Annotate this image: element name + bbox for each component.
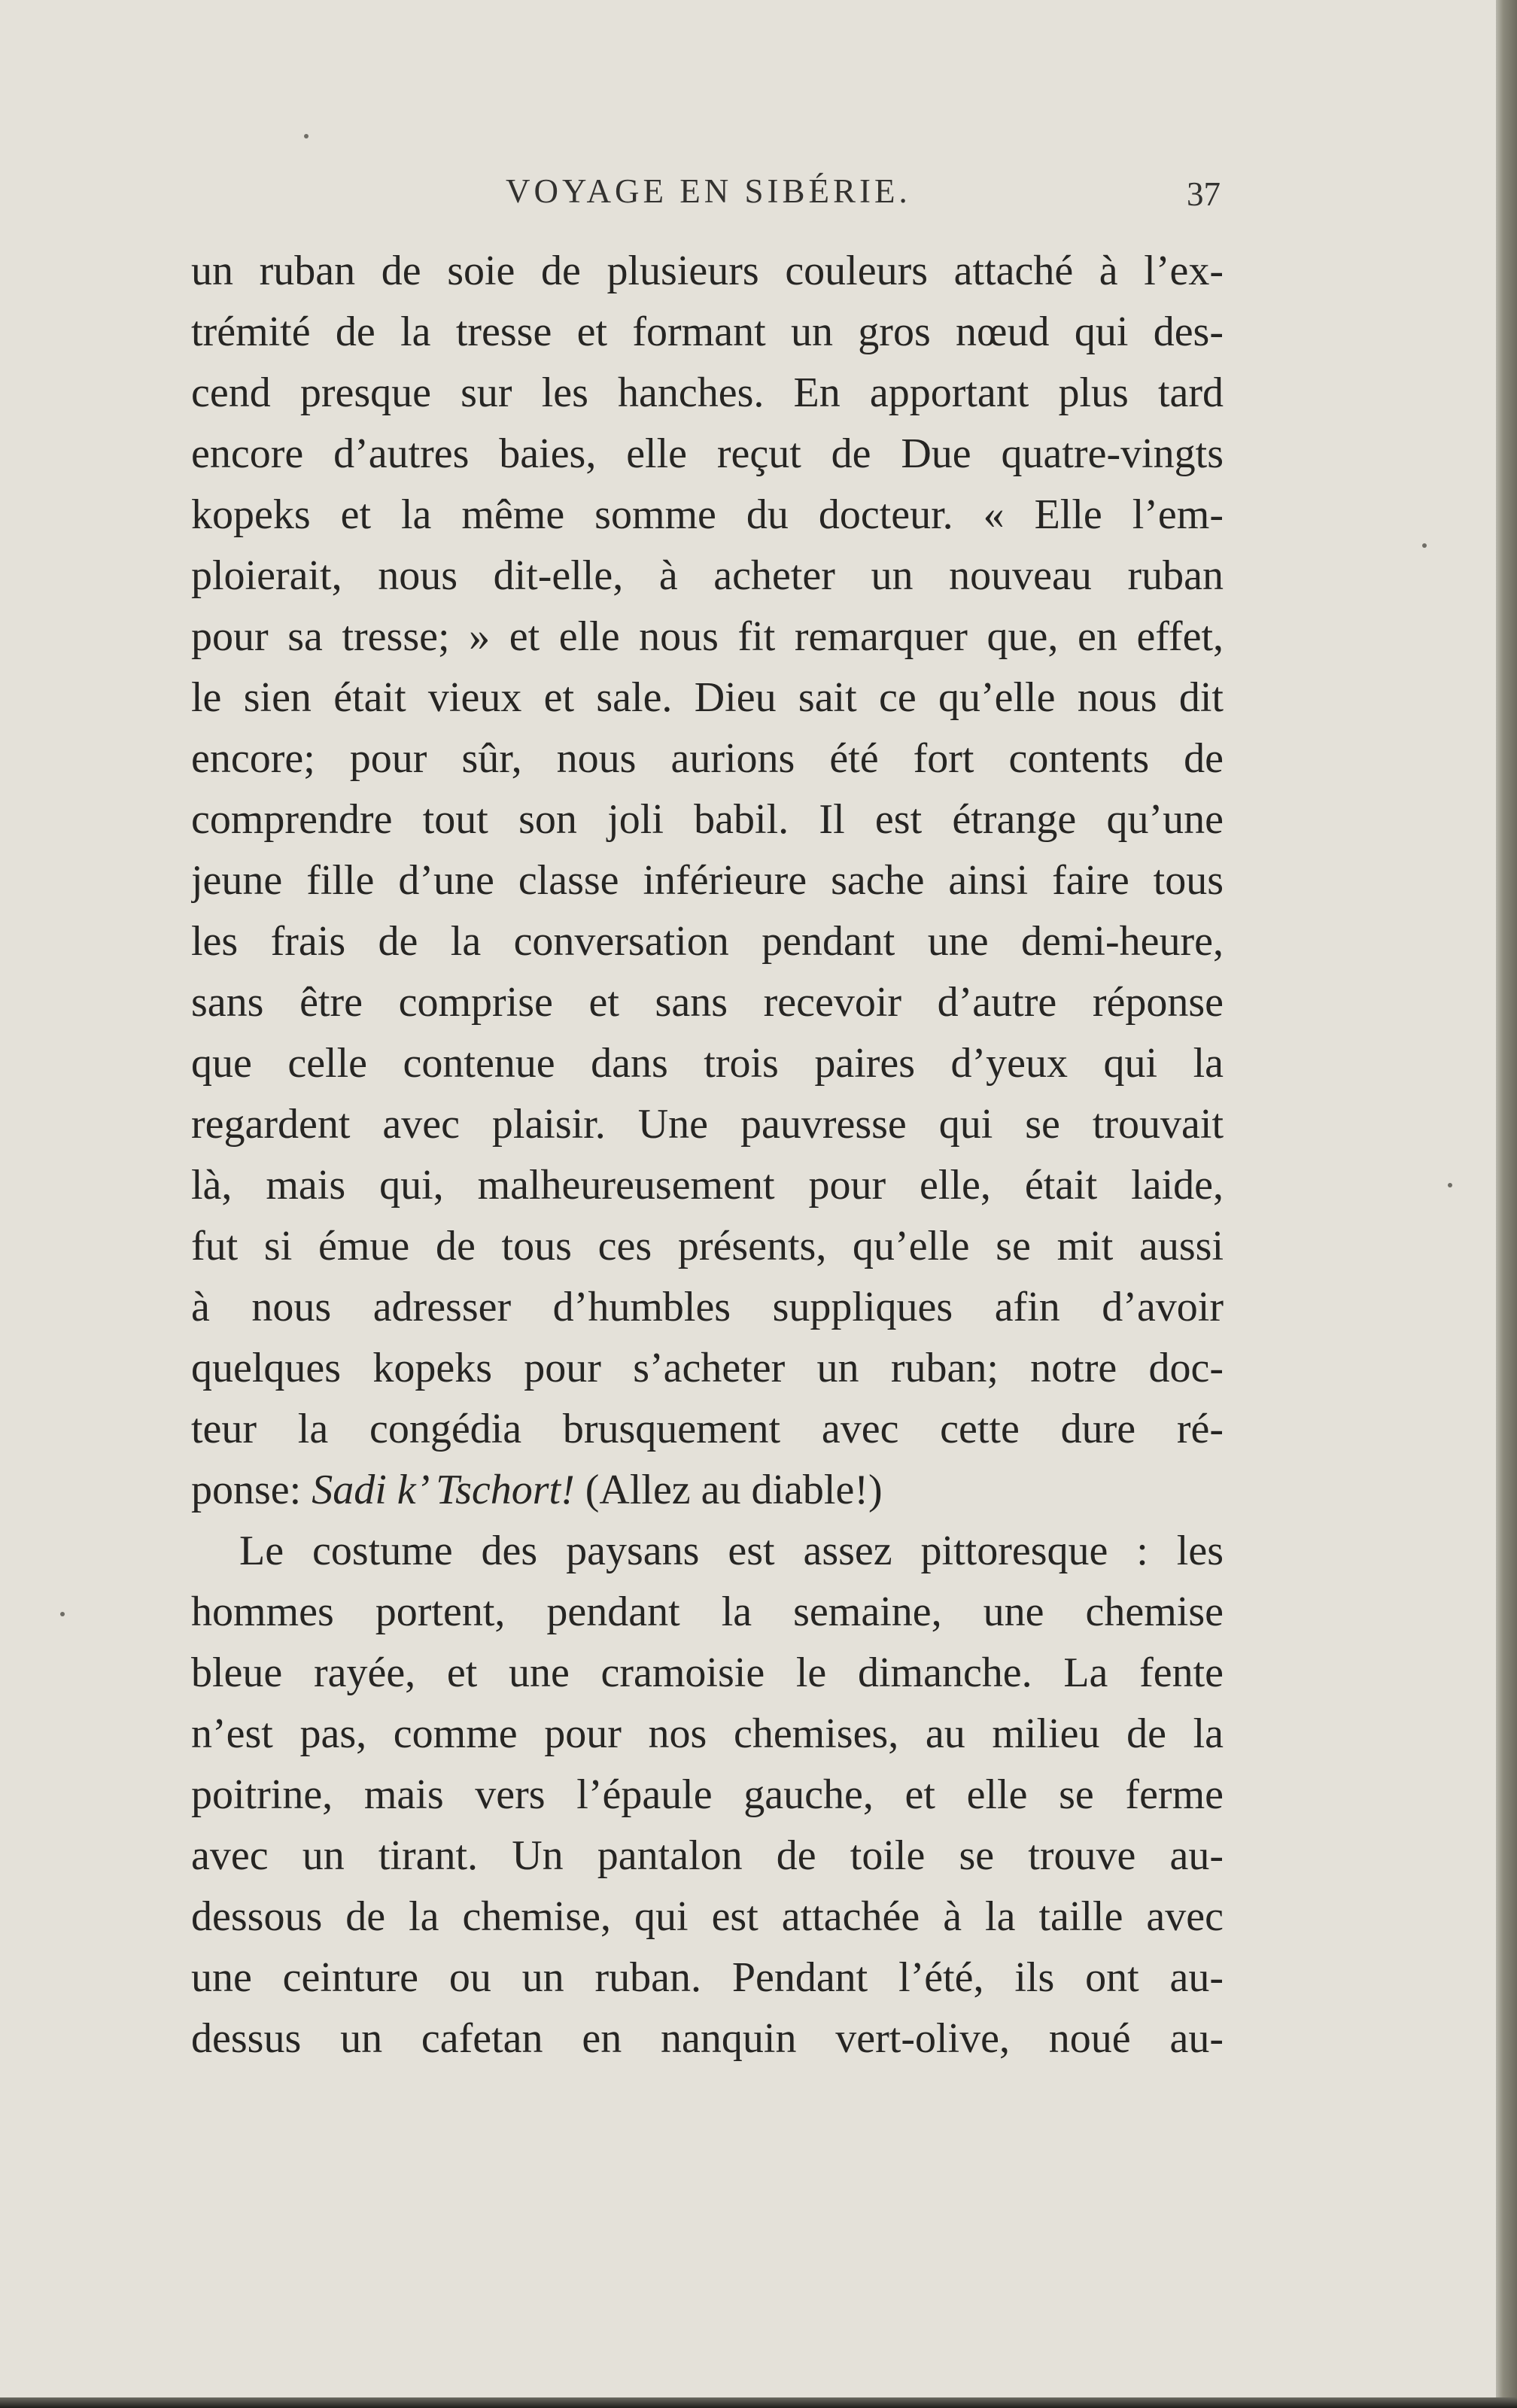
text-line: sans être comprise et sans recevoir d’autre réponse xyxy=(191,979,1224,1026)
italic-exclamation: Sadi k’ Tschort! xyxy=(312,1467,575,1513)
text-line: kopeks et la même somme du docteur. « Elle l’em- xyxy=(191,491,1224,538)
text-line-final-start: ponse: xyxy=(191,1467,312,1513)
text-line: les frais de la conversation pendant une demi-heure, xyxy=(191,918,1224,965)
text-line: regardent avec plaisir. Une pauvresse qui se trouvait xyxy=(191,1101,1224,1148)
text-line: dessous de la chemise, qui est attachée à la taille avec xyxy=(191,1893,1224,1940)
text-line-final-end: (Allez au diable!) xyxy=(574,1467,883,1513)
text-line: trémité de la tresse et formant un gros nœud qui des- xyxy=(191,309,1224,355)
paper-speck xyxy=(60,1612,65,1616)
text-line: encore d’autres baies, elle reçut de Due quatre-vingts xyxy=(191,430,1224,477)
text-line: poitrine, mais vers l’épaule gauche, et elle se ferme xyxy=(191,1771,1224,1818)
text-line: dessus un cafetan en nanquin vert-olive, noué au- xyxy=(191,2015,1224,2062)
text-line: cend presque sur les hanches. En apportant plus tard xyxy=(191,369,1224,416)
paper-speck xyxy=(304,134,309,138)
running-head xyxy=(191,172,1224,224)
text-line: que celle contenue dans trois paires d’yeux qui la xyxy=(191,1040,1224,1087)
paragraph-start-line: Le costume des paysans est assez pittoresque : les xyxy=(239,1528,1224,1574)
text-line: encore; pour sûr, nous aurions été fort contents de xyxy=(191,735,1224,782)
paper-speck xyxy=(1422,543,1427,548)
text-line: avec un tirant. Un pantalon de toile se trouve au- xyxy=(191,1832,1224,1879)
text-line: une ceinture ou un ruban. Pendant l’été, ils ont au- xyxy=(191,1954,1224,2001)
running-head-title: VOYAGE EN SIBÉRIE. xyxy=(506,172,911,210)
text-line: ploierait, nous dit-elle, à acheter un nouveau ruban xyxy=(191,552,1224,599)
text-line: quelques kopeks pour s’acheter un ruban; notre doc- xyxy=(191,1345,1224,1391)
text-line: hommes portent, pendant la semaine, une chemise xyxy=(191,1589,1224,1635)
text-line: teur la congédia brusquement avec cette dure ré- xyxy=(191,1406,1224,1452)
paper-speck xyxy=(1448,1183,1452,1187)
text-line: jeune fille d’une classe inférieure sache ainsi faire tous xyxy=(191,857,1224,904)
text-line: n’est pas, comme pour nos chemises, au milieu de la xyxy=(191,1710,1224,1757)
body-text xyxy=(191,241,1224,2069)
text-line: pour sa tresse; » et elle nous fit remarquer que, en effet, xyxy=(191,613,1224,660)
text-line: le sien était vieux et sale. Dieu sait ce qu’elle nous dit xyxy=(191,674,1224,721)
text-line: bleue rayée, et une cramoisie le dimanche. La fente xyxy=(191,1649,1224,1696)
text-line: un ruban de soie de plusieurs couleurs attaché à l’ex- xyxy=(191,248,1224,294)
text-line: fut si émue de tous ces présents, qu’elle se mit aussi xyxy=(191,1223,1224,1269)
text-line-final xyxy=(191,1460,1224,1521)
page-fore-edge xyxy=(1496,0,1517,2408)
text-line: là, mais qui, malheureusement pour elle, était laide, xyxy=(191,1162,1224,1209)
scan-bottom-edge xyxy=(0,2397,1517,2408)
page-number: 37 xyxy=(1187,175,1221,213)
text-line: comprendre tout son joli babil. Il est étrange qu’une xyxy=(191,796,1224,843)
text-line: à nous adresser d’humbles suppliques afin d’avoir xyxy=(191,1284,1224,1330)
